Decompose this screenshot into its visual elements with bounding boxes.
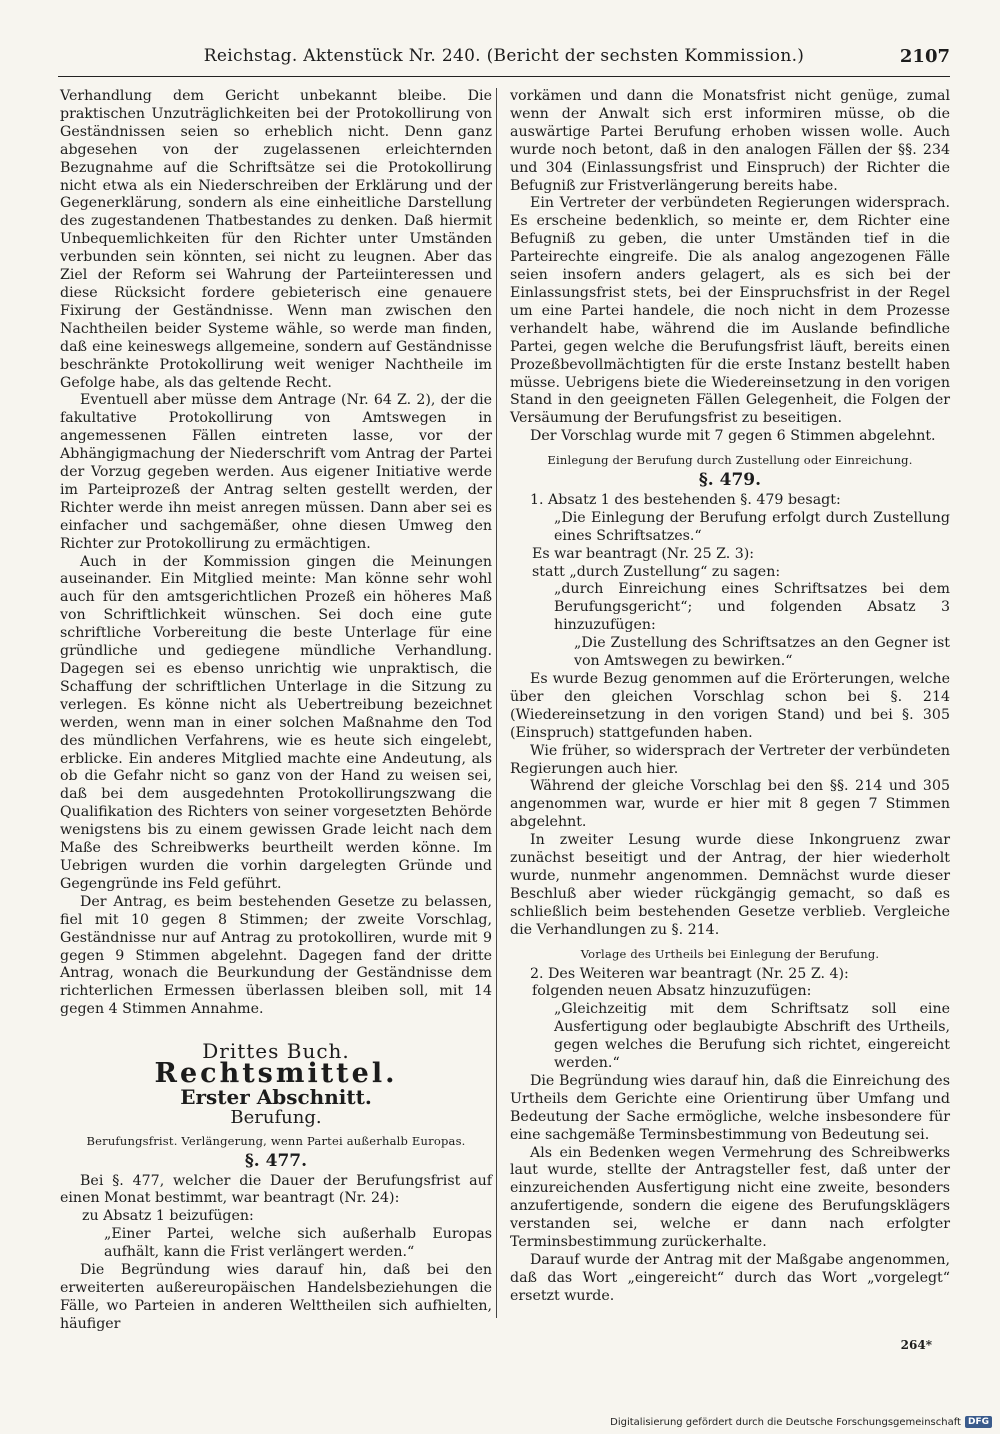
- paragraph: Es wurde Bezug genommen auf die Erörterungen, welche über den gleichen Vorschlag schon bei §. 214 (Wiedereinsetzung in den vorigen Stand) und bei §. 305 (Einspruch) stattgefunden haben.: [510, 671, 950, 741]
- paragraph: 2. Des Weiteren war beantragt (Nr. 25 Z. 4):: [530, 965, 849, 982]
- paragraph: Wie früher, so widersprach der Vertreter der verbündeten Regierungen auch hier.: [510, 742, 950, 777]
- paragraph: vorkämen und dann die Monatsfrist nicht genüge, zumal wenn der Anwalt sich erst informiren müsse, ob die auswärtige Partei Berufung erhoben wissen wolle. Auch wurde noch betont, daß in den analogen Fällen der §§. 234 und 304 (Einlassungsfrist und Einspruch) der Richter die Befugniß zur Fristverlängerung bereits habe.: [510, 88, 950, 194]
- quotation: „Einer Partei, welche sich außerhalb Europas aufhält, kann die Frist verlängert werden.“: [104, 1226, 492, 1261]
- header-title: Reichstag. Aktenstück Nr. 240. (Bericht der sechsten Kommission.): [203, 46, 805, 66]
- paragraph: folgenden neuen Absatz hinzuzufügen:: [532, 983, 812, 1000]
- paragraph: Als ein Bedenken wegen Vermehrung des Schreibwerks laut wurde, stellte der Antragsteller fest, daß unter der einzureichenden Ausfertigung nicht eine zweite, besonders anzufertigende, sondern die eigene des Berufungsklägers verstanden sei, welche er dann nach erfolgter Terminsbestimmung zurückerhalte.: [510, 1144, 950, 1251]
- paragraph: Die Begründung wies darauf hin, daß bei den erweiterten außereuropäischen Handelsbeziehungen die Fälle, wo Parteien in anderen Welttheilen sich aufhielten, häufiger: [60, 1262, 492, 1332]
- right-column: [510, 88, 950, 1306]
- quotation: „Gleichzeitig mit dem Schriftsatz soll eine Ausfertigung oder beglaubigte Abschrift des Urtheils, gegen welches die Berufung sich richtet, eingereicht werden.“: [554, 1001, 950, 1072]
- paragraph: Während der gleiche Vorschlag bei den §§. 214 und 305 angenommen war, wurde er hier mit 8 gegen 7 Stimmen abgelehnt.: [510, 778, 950, 831]
- paragraph: Auch in der Kommission gingen die Meinungen auseinander. Ein Mitglied meinte: Man könne sehr wohl auch für den amtsgerichtlichen Prozeß ein höheres Maß von Schriftlichkeit wünschen. Sei doch eine gute schriftliche Vorbereitung die beste Unterlage für eine gründliche und gediegene mündliche Verhandlung. Dagegen sei es ebenso unrichtig wie unpraktisch, die Schaffung der schriftlichen Unterlage in die Sitzung zu verlegen. Es könne nicht als Uebertreibung bezeichnet werden, wenn man in einer solchen Maßnahme den Tod des mündlichen Verfahrens, wie es heute sich eingelebt, erblicke. Ein anderes Mitglied machte eine Andeutung, als ob die Gefahr nicht so ganz von der Hand zu weisen sei, daß bei dem ausgedehnten Protokollirungszwang die Qualifikation des Richters von seiner vorgesetzten Behörde wenigstens bis zu einem gewissen Grade leicht nach dem Maße des Schreibwerks beurtheilt werden könne. Im Uebrigen wurden die vorhin dargelegten Gründe und Gegengründe ins Feld geführt.: [60, 553, 492, 892]
- column-divider: [496, 88, 497, 1318]
- left-column: [60, 88, 492, 1334]
- page-header: [58, 44, 950, 77]
- paragraph: Bei §. 477, welcher die Dauer der Berufungsfrist auf einen Monat bestimmt, war beantragt (Nr. 24):: [60, 1172, 492, 1207]
- digitization-footer: [610, 1416, 992, 1428]
- paragraph: Der Vorschlag wurde mit 7 gegen 6 Stimmen abgelehnt.: [530, 428, 936, 445]
- paragraph: Der Antrag, es beim bestehenden Gesetze zu belassen, fiel mit 10 gegen 8 Stimmen; der zweite Vorschlag, Geständnisse nur auf Antrag zu protokolliren, wurde mit 9 gegen 9 Stimmen abgelehnt. Dagegen fand der dritte Antrag, wonach die Beurkundung der Geständnisse dem richterlichen Ermessen überlassen bleiben soll, mit 14 gegen 4 Stimmen Annahme.: [60, 893, 492, 1018]
- side-heading: Vorlage des Urtheils bei Einlegung der Berufung.: [580, 946, 880, 961]
- paragraph: Eventuell aber müsse dem Antrage (Nr. 64 Z. 2), der die fakultative Protokollirung von Amtswegen in angemessenen Fällen eintreten lasse, vor der Abhängigmachung der Niederschrift vom Antrag der Partei der Vorzug gegeben werden. Aus eigener Initiative werde im Parteiprozeß der Antrag selten gestellt werden, der Richter werde ihn meist anregen müssen. Dann aber sei es einfacher und sachgemäßer, ohne diesen Umweg den Richter zur Protokollirung zu ermächtigen.: [60, 392, 492, 552]
- page-number: 2107: [899, 46, 950, 67]
- section-heading: Erster Abschnitt.: [180, 1084, 372, 1109]
- paragraph-number: §. 479.: [698, 470, 762, 491]
- paragraph: Es war beantragt (Nr. 25 Z. 3):: [532, 545, 755, 562]
- subsection-heading: Berufung.: [230, 1106, 322, 1128]
- quotation: „Die Zustellung des Schriftsatzes an den Gegner ist von Amtswegen zu bewirken.“: [574, 635, 950, 670]
- book-heading: Drittes Buch.: [202, 1039, 350, 1064]
- paragraph: statt „durch Zustellung“ zu sagen:: [532, 563, 781, 580]
- quotation: „durch Einreichung eines Schriftsatzes bei dem Berufungsgericht“; und folgenden Absatz 3 hinzuzufügen:: [554, 581, 950, 634]
- paragraph: Darauf wurde der Antrag mit der Maßgabe angenommen, daß das Wort „eingereicht“ durch das Wort „vorgelegt“ ersetzt wurde.: [510, 1252, 950, 1304]
- side-heading: Einlegung der Berufung durch Zustellung oder Einreichung.: [547, 453, 913, 468]
- paragraph: In zweiter Lesung wurde diese Inkongruenz zwar zunächst beseitigt und der Antrag, der hier wiederholt wurde, nunmehr angenommen. Demnächst wurde dieser Beschluß aber wieder rückgängig gemacht, so daß es schließlich beim bestehenden Gesetze verblieb. Vergleiche die Verhandlungen zu §. 214.: [510, 832, 950, 938]
- paragraph-number: §. 477.: [244, 1150, 308, 1171]
- paragraph: zu Absatz 1 beizufügen:: [82, 1208, 254, 1225]
- side-heading: Berufungsfrist. Verlängerung, wenn Partei außerhalb Europas.: [86, 1133, 466, 1148]
- footer-text: Digitalisierung gefördert durch die Deutsche Forschungsgemeinschaft: [610, 1416, 961, 1428]
- sheet-mark: 264*: [900, 1338, 932, 1352]
- paragraph: Verhandlung dem Gericht unbekannt bleibe. Die praktischen Unzuträglichkeiten bei der Protokollirung von Geständnissen seien so erheblich nicht. Denn ganz abgesehen von der zugelassenen erleichternden Bezugnahme auf die Schriftsätze sei die Protokollirung nicht etwa als ein Niederschreiben der Erklärung und der Gegenerklärung, sondern als eine einheitliche Darstellung des zugestandenen Thatbestandes zu denken. Daß hiermit Unbequemlichkeiten für den Richter unter Umständen verbunden sein könnten, sei nicht zu leugnen. Aber das Ziel der Reform sei Wahrung der Parteiinteressen und diese Rücksicht fordere gebieterisch eine genauere Fixirung der Geständnisse. Wenn man zwischen den Nachtheilen beider Systeme wähle, so werde man finden, daß eine keineswegs allgemeine, sondern auf Geständnisse beschränkte Protokollirung weit weniger Nachtheile im Gefolge habe, als das geltende Recht.: [60, 88, 492, 391]
- part-heading: Rechtsmittel.: [154, 1058, 398, 1090]
- dfg-logo-icon: DFG: [965, 1416, 992, 1428]
- paragraph: Ein Vertreter der verbündeten Regierungen widersprach. Es erscheine bedenklich, so meinte er, dem Richter eine Befugniß zu geben, die unter Umständen tief in die Parteirechte eingreife. Die als analog angezogenen Fälle seien insofern anders gelagert, als es sich bei der Einlassungsfrist stets, bei der Einspruchsfrist in der Regel um eine Partei handele, die noch nicht in dem Prozesse verhandelt habe, während die im Auslande befindliche Partei, gegen welche die Berufungsfrist läuft, bereits einen Prozeßbevollmächtigten für die erste Instanz bestellt haben müsse. Uebrigens biete die Wiedereinsetzung in den vorigen Stand in den geeigneten Fällen Gelegenheit, die Folgen der Versäumung der Berufungsfrist zu beseitigen.: [510, 195, 950, 427]
- quotation: „Die Einlegung der Berufung erfolgt durch Zustellung eines Schriftsatzes.“: [554, 509, 950, 544]
- paragraph: 1. Absatz 1 des bestehenden §. 479 besagt:: [530, 491, 841, 508]
- paragraph: Die Begründung wies darauf hin, daß die Einreichung des Urtheils dem Gerichte eine Orientirung über Umfang und Bedeutung der Sache ermögliche, welche insbesondere für eine sachgemäße Terminsbestimmung von Bedeutung sei.: [510, 1072, 950, 1143]
